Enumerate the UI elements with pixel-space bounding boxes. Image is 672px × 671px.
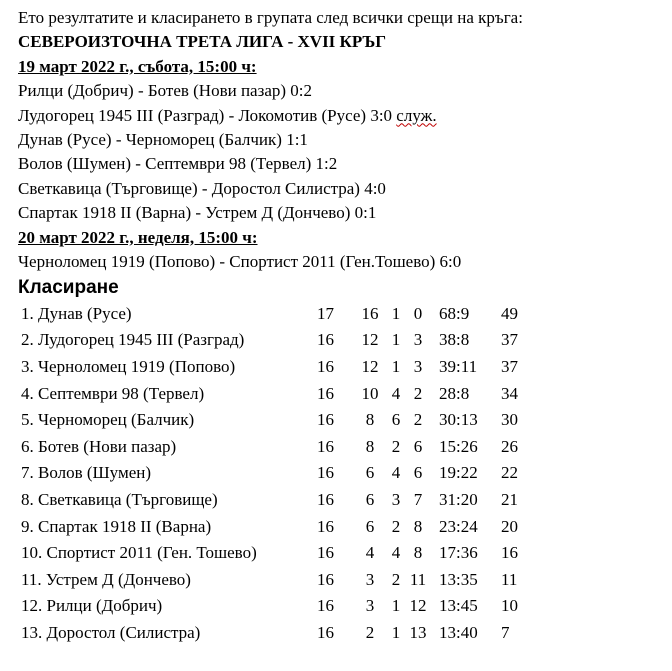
losses: 11	[409, 569, 427, 589]
team-name: 9. Спартак 1918 II (Варна)	[21, 516, 212, 536]
goal-difference: 23:24	[439, 516, 478, 536]
draws: 3	[391, 489, 401, 509]
games-played: 17	[317, 303, 334, 323]
table-row	[21, 620, 541, 647]
losses: 7	[413, 489, 423, 509]
goal-difference: 15:26	[439, 436, 478, 456]
goal-difference: 13:40	[439, 622, 478, 642]
team-name: 12. Рилци (Добрич)	[21, 596, 163, 616]
games-played: 16	[317, 463, 334, 483]
wins: 2	[365, 622, 375, 642]
losses: 6	[413, 463, 423, 483]
losses: 13	[409, 622, 427, 642]
goal-difference: 13:35	[439, 569, 478, 589]
games-played: 16	[317, 436, 334, 456]
team-name: 6. Ботев (Нови пазар)	[21, 436, 177, 456]
team-name: 7. Волов (Шумен)	[21, 463, 152, 483]
losses: 3	[413, 330, 423, 350]
table-row	[21, 327, 541, 354]
intro-text: Ето резултатите и класирането в групата след всички срещи на кръга:	[18, 8, 523, 27]
draws: 6	[391, 410, 401, 430]
draws: 2	[391, 436, 401, 456]
points: 16	[501, 543, 518, 563]
table-row	[21, 354, 541, 381]
draws: 1	[391, 330, 401, 350]
goal-difference: 31:20	[439, 489, 478, 509]
match-result: Спартак 1918 II (Варна) - Устрем Д (Дончево) 0:1	[18, 203, 377, 223]
table-row	[21, 487, 541, 514]
games-played: 16	[317, 356, 334, 376]
draws: 1	[391, 596, 401, 616]
losses: 12	[409, 596, 427, 616]
league-title: СЕВЕРОИЗТОЧНА ТРЕТА ЛИГА - XVII КРЪГ	[18, 32, 387, 52]
points: 49	[501, 303, 518, 323]
forfeit-note: служ.	[396, 105, 437, 125]
table-row	[21, 380, 541, 407]
losses: 6	[413, 436, 423, 456]
points: 21	[501, 489, 518, 509]
table-row	[21, 300, 541, 327]
draws: 1	[391, 303, 401, 323]
games-played: 16	[317, 569, 334, 589]
standings-table	[21, 300, 541, 646]
wins: 12	[361, 356, 379, 376]
games-played: 16	[317, 543, 334, 563]
team-name: 4. Септември 98 (Тервел)	[21, 383, 205, 403]
points: 37	[501, 356, 518, 376]
match-result: Дунав (Русе) - Черноморец (Балчик) 1:1	[18, 130, 308, 150]
draws: 1	[391, 622, 401, 642]
games-played: 16	[317, 622, 334, 642]
goal-difference: 38:8	[439, 330, 470, 350]
games-played: 16	[317, 383, 334, 403]
match-list-day2	[18, 250, 672, 274]
table-row	[21, 566, 541, 593]
match-result: Черноломец 1919 (Попово) - Спортист 2011 (Ген.Тошево) 6:0	[18, 252, 462, 272]
points: 11	[501, 569, 518, 589]
goal-difference: 68:9	[439, 303, 470, 323]
team-name: 5. Черноморец (Балчик)	[21, 410, 195, 430]
points: 10	[501, 596, 518, 616]
match-result: Светкавица (Търговище) - Доростол Силистра) 4:0	[18, 178, 386, 198]
wins: 3	[365, 596, 375, 616]
goal-difference: 19:22	[439, 463, 478, 483]
team-name: 8. Светкавица (Търговище)	[21, 489, 218, 509]
draws: 1	[391, 356, 401, 376]
table-row	[21, 407, 541, 434]
draws: 2	[391, 516, 401, 536]
wins: 6	[365, 489, 375, 509]
wins: 6	[365, 463, 375, 483]
wins: 10	[361, 383, 379, 403]
wins: 16	[361, 303, 379, 323]
goal-difference: 39:11	[439, 356, 478, 376]
losses: 3	[413, 356, 423, 376]
points: 22	[501, 463, 518, 483]
team-name: 10. Спортист 2011 (Ген. Тошево)	[21, 543, 257, 563]
points: 7	[501, 622, 510, 642]
match-result: Лудогорец 1945 III (Разград) - Локомотив (Русе) 3:0 служ.	[18, 105, 437, 125]
losses: 2	[413, 410, 423, 430]
draws: 4	[391, 383, 401, 403]
table-row	[21, 593, 541, 620]
losses: 2	[413, 383, 423, 403]
points: 26	[501, 436, 518, 456]
team-name: 2. Лудогорец 1945 III (Разград)	[21, 330, 245, 350]
games-played: 16	[317, 489, 334, 509]
standings-body	[21, 300, 541, 646]
team-name: 13. Доростол (Силистра)	[21, 622, 201, 642]
games-played: 16	[317, 330, 334, 350]
wins: 12	[361, 330, 379, 350]
draws: 4	[391, 543, 401, 563]
draws: 4	[391, 463, 401, 483]
date-heading-day1: 19 март 2022 г., събота, 15:00 ч:	[18, 56, 257, 76]
wins: 4	[365, 543, 375, 563]
points: 34	[501, 383, 518, 403]
draws: 2	[391, 569, 401, 589]
table-row	[21, 540, 541, 567]
table-row	[21, 433, 541, 460]
games-played: 16	[317, 410, 334, 430]
goal-difference: 28:8	[439, 383, 470, 403]
games-played: 16	[317, 596, 334, 616]
table-row	[21, 513, 541, 540]
wins: 3	[365, 569, 375, 589]
wins: 8	[365, 436, 375, 456]
points: 30	[501, 410, 518, 430]
team-name: 11. Устрем Д (Дончево)	[21, 569, 191, 589]
goal-difference: 13:45	[439, 596, 478, 616]
match-result: Рилци (Добрич) - Ботев (Нови пазар) 0:2	[18, 81, 312, 101]
points: 20	[501, 516, 518, 536]
losses: 8	[413, 543, 423, 563]
points: 37	[501, 330, 518, 350]
goal-difference: 17:36	[439, 543, 478, 563]
match-list-day1	[18, 79, 672, 225]
wins: 6	[365, 516, 375, 536]
goal-difference: 30:13	[439, 410, 478, 430]
match-result: Волов (Шумен) - Септември 98 (Тервел) 1:2	[18, 154, 338, 174]
wins: 8	[365, 410, 375, 430]
games-played: 16	[317, 516, 334, 536]
date-heading-day2: 20 март 2022 г., неделя, 15:00 ч:	[18, 227, 258, 247]
standings-title: Класиране	[18, 277, 119, 299]
losses: 8	[413, 516, 423, 536]
losses: 0	[413, 303, 423, 323]
team-name: 1. Дунав (Русе)	[21, 303, 132, 323]
team-name: 3. Черноломец 1919 (Попово)	[21, 356, 236, 376]
table-row	[21, 460, 541, 487]
